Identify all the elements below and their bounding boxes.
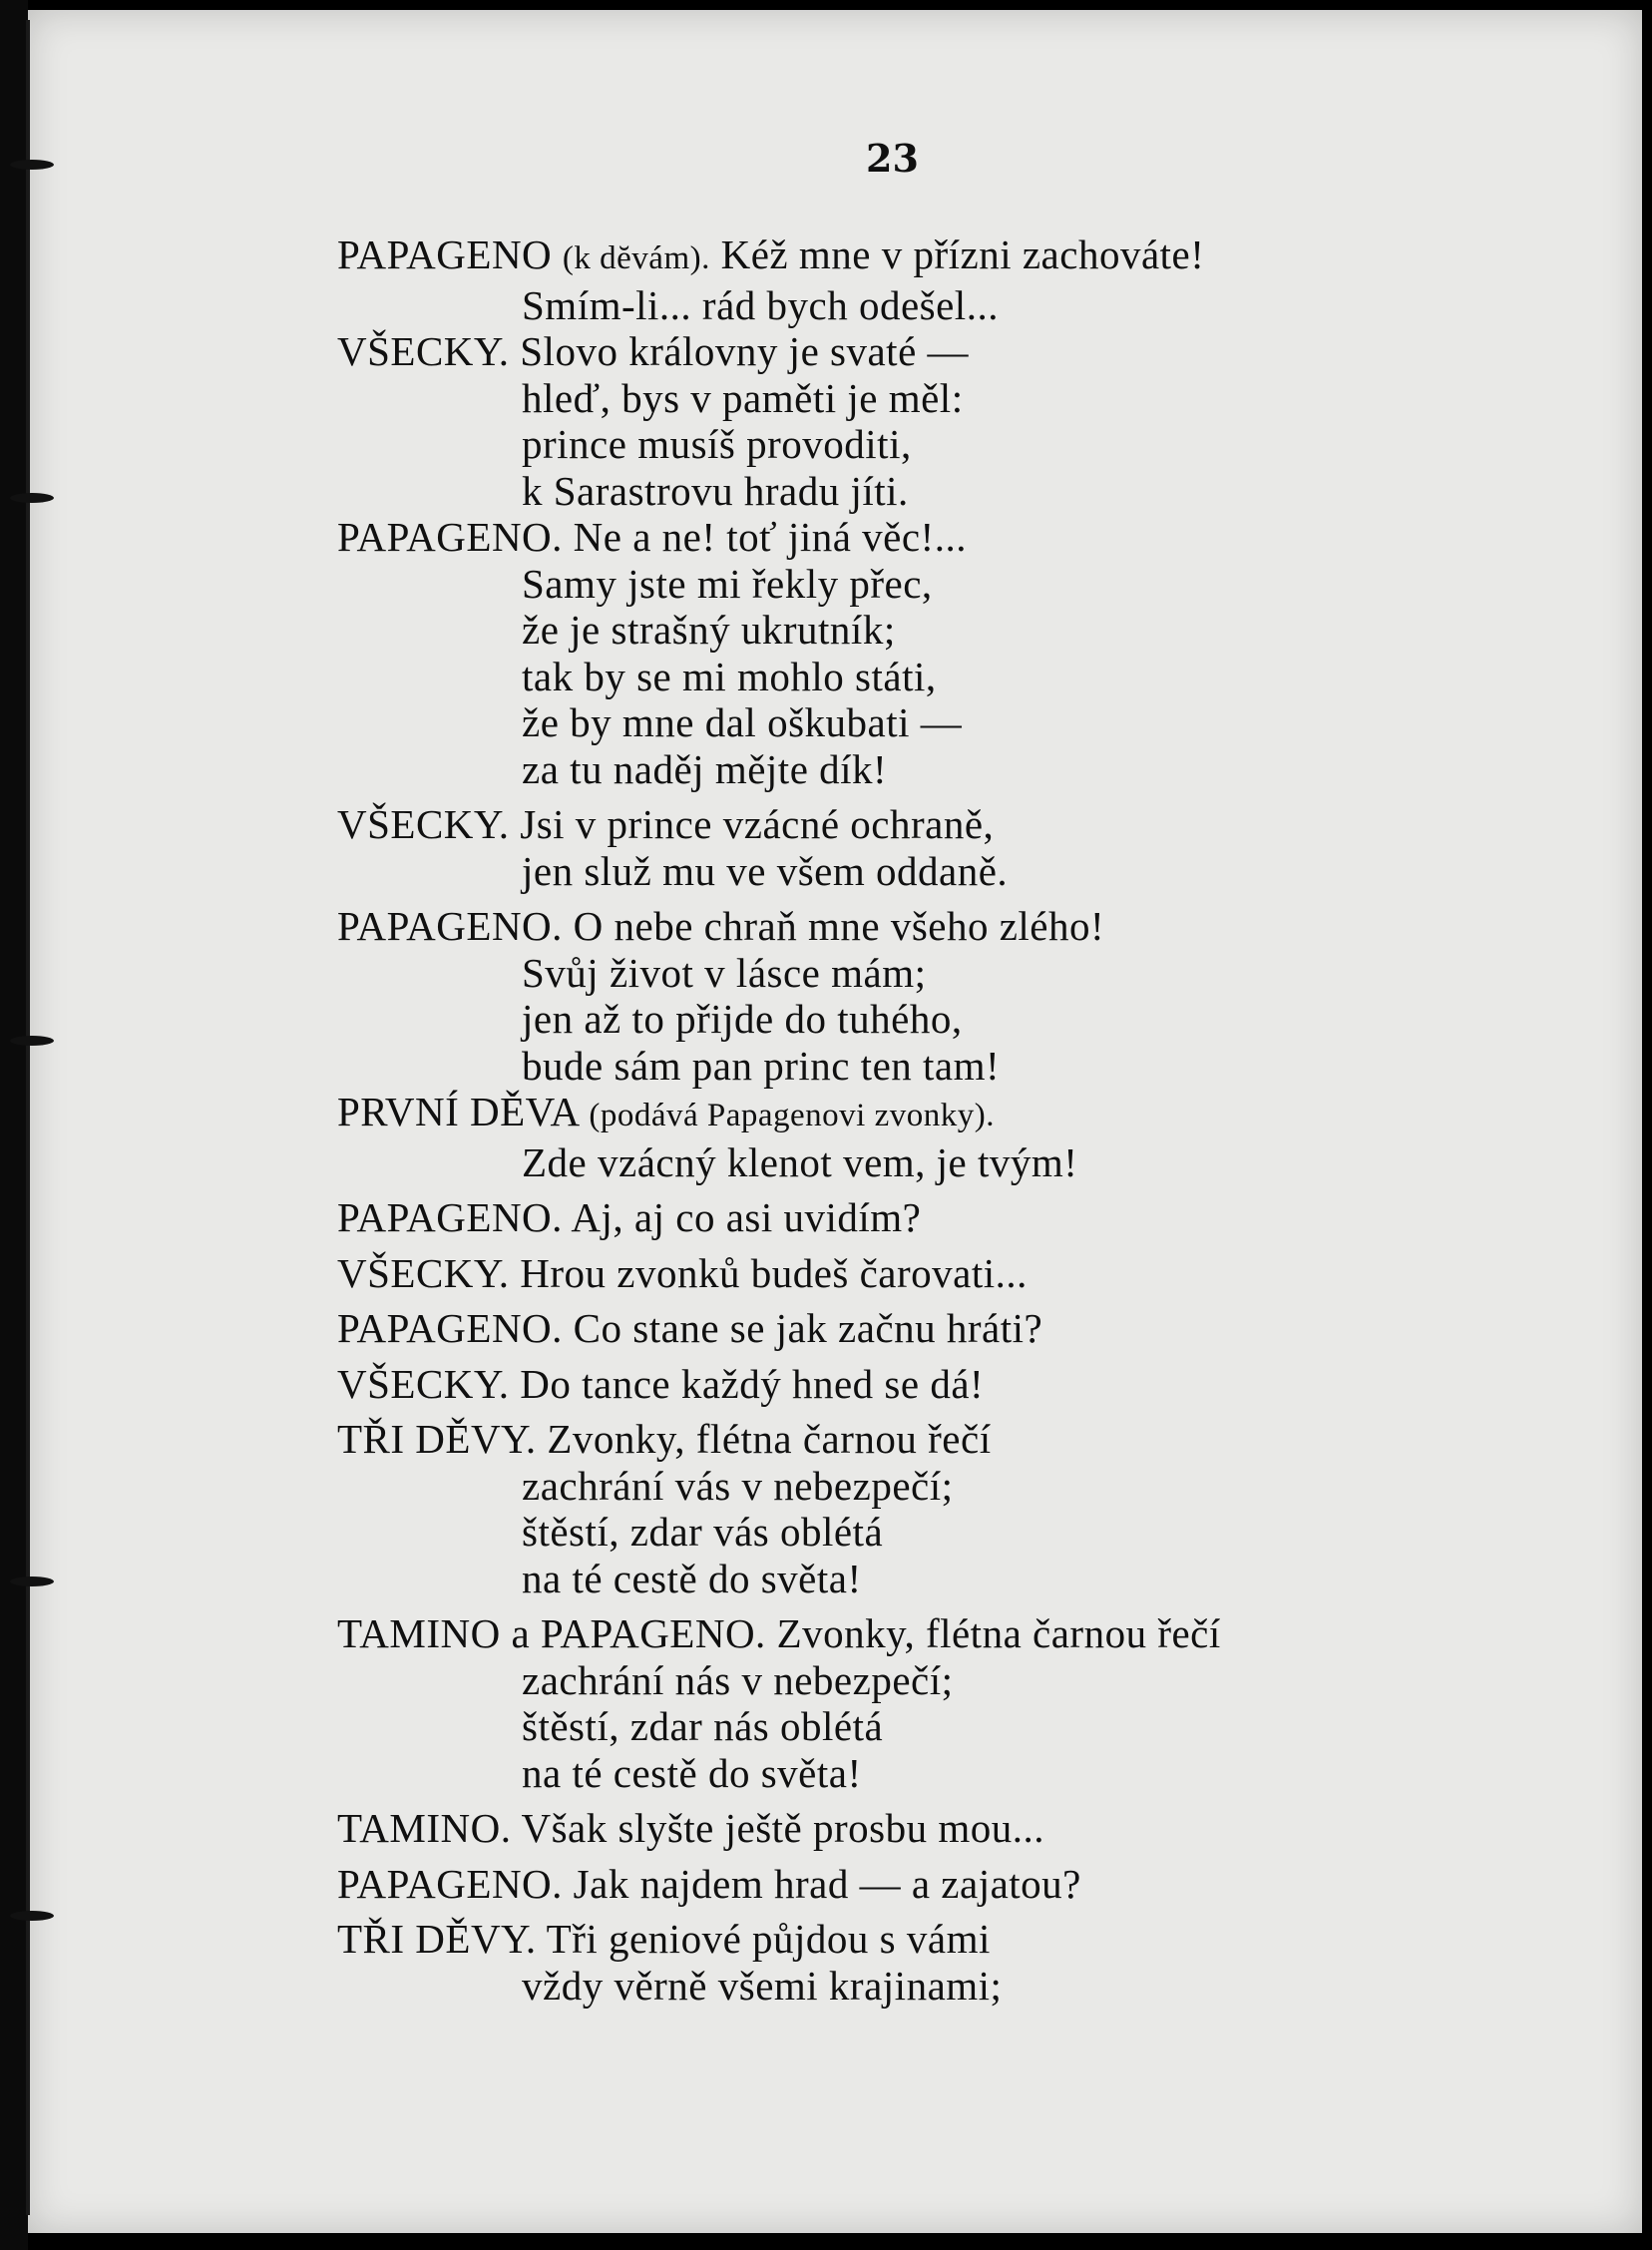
- speaker-name: TŘI DĚVY.: [337, 1916, 537, 1962]
- verse-line: prince musíš provoditi,: [522, 421, 912, 467]
- verse-line: hleď, bys v paměti je měl:: [522, 374, 964, 421]
- speaker-name: PAPAGENO: [337, 231, 553, 277]
- line-text: Aj, aj co asi uvidím?: [562, 1194, 922, 1240]
- verse-line: na té cestě do světa!: [522, 1749, 862, 1796]
- speaker-name: TŘI DĚVY.: [337, 1416, 537, 1462]
- binding-mark: [10, 1576, 54, 1586]
- verse-line: Smím-li... rád bych odešel...: [522, 281, 999, 328]
- line-text: Však slyšte ještě prosbu mou...: [511, 1805, 1044, 1851]
- verse-line: Svůj život v lásce mám;: [522, 949, 927, 996]
- verse-line: jen až to přijde do tuhého,: [522, 996, 963, 1042]
- binding-mark: [10, 493, 54, 503]
- speech-line: [337, 1916, 1574, 1963]
- binding-mark: [10, 1911, 54, 1921]
- verse-line: k Sarastrovu hradu jíti.: [522, 467, 909, 514]
- speech-line: [337, 801, 1574, 848]
- verse-line: že je strašný ukrutník;: [522, 607, 896, 653]
- speaker-name: PAPAGENO.: [337, 1194, 563, 1240]
- speech-line: [337, 1610, 1574, 1657]
- verse-line: Samy jste mi řekly přec,: [522, 560, 933, 607]
- binding-mark: [10, 1036, 54, 1046]
- verse-line: že by mne dal oškubati —: [522, 699, 963, 745]
- line-text: Zvonky, flétna čarnou řečí: [536, 1416, 992, 1462]
- verse-line: tak by se mi mohlo státi,: [522, 653, 937, 699]
- speaker-name: VŠECKY.: [337, 801, 510, 847]
- speaker-name: PAPAGENO.: [337, 1860, 563, 1907]
- verse-line: za tu naděj mějte dík!: [522, 745, 888, 792]
- speaker-name: VŠECKY.: [337, 1360, 510, 1407]
- line-text: Do tance každý hned se dá!: [509, 1360, 985, 1407]
- line-text: Jsi v prince vzácné ochraně,: [509, 801, 995, 847]
- line-text: Tři geniové půjdou s vámi: [536, 1916, 991, 1962]
- binding-mark: [10, 160, 54, 170]
- speaker-name: PAPAGENO.: [337, 514, 563, 560]
- verse-line: zachrání vás v nebezpečí;: [522, 1462, 954, 1509]
- speech-line: [337, 328, 1574, 375]
- speech-line: [337, 231, 1574, 282]
- libretto-text: [337, 231, 1574, 2009]
- speech-line: [337, 514, 1574, 561]
- line-text: Zvonky, flétna čarnou řečí: [765, 1610, 1221, 1656]
- line-text: Hrou zvonků budeš čarovati...: [509, 1249, 1028, 1296]
- speech-line: [337, 1089, 1574, 1139]
- speech-line: [337, 1861, 1574, 1908]
- line-text: Kéž mne v přízni zachováte!: [709, 231, 1205, 277]
- line-text: Ne a ne! toť jiná věc!...: [562, 514, 967, 560]
- speaker-name: VŠECKY.: [337, 328, 510, 374]
- stage-direction: (podává Papagenovi zvonky).: [580, 1098, 995, 1133]
- speaker-name: PAPAGENO.: [337, 903, 563, 949]
- speaker-name: PRVNÍ DĚVA: [337, 1089, 581, 1134]
- speaker-name: VŠECKY.: [337, 1249, 510, 1296]
- speech-line: [337, 1361, 1574, 1408]
- line-text: Slovo královny je svaté —: [509, 328, 970, 374]
- line-text: O nebe chraň mne všeho zlého!: [562, 903, 1105, 949]
- speech-line: [337, 903, 1574, 950]
- speech-line: [337, 1250, 1574, 1297]
- speaker-name: PAPAGENO.: [337, 1305, 563, 1351]
- verse-line: na té cestě do světa!: [522, 1555, 862, 1601]
- speech-line: [337, 1305, 1574, 1352]
- speech-line: [337, 1194, 1574, 1241]
- verse-line: vždy věrně všemi krajinami;: [522, 1962, 1003, 2009]
- speech-line: [337, 1416, 1574, 1463]
- binding-line: [26, 20, 30, 2215]
- verse-line: bude sám pan princ ten tam!: [522, 1042, 1001, 1089]
- verse-line: štěstí, zdar nás oblétá: [522, 1703, 884, 1749]
- speaker-name: TAMINO.: [337, 1805, 512, 1851]
- line-text: Jak najdem hrad — a zajatou?: [562, 1860, 1081, 1907]
- verse-line: štěstí, zdar vás oblétá: [522, 1509, 884, 1555]
- verse-line: zachrání nás v nebezpečí;: [522, 1656, 954, 1703]
- verse-line: Zde vzácný klenot vem, je tvým!: [522, 1138, 1078, 1185]
- speaker-name: TAMINO a PAPAGENO.: [337, 1610, 766, 1656]
- speech-line: [337, 1805, 1574, 1852]
- page-number: 23: [866, 136, 919, 181]
- verse-line: jen služ mu ve všem oddaně.: [522, 847, 1009, 894]
- stage-direction: (k dĕvám).: [562, 240, 710, 276]
- line-text: Co stane se jak začnu hráti?: [562, 1305, 1043, 1351]
